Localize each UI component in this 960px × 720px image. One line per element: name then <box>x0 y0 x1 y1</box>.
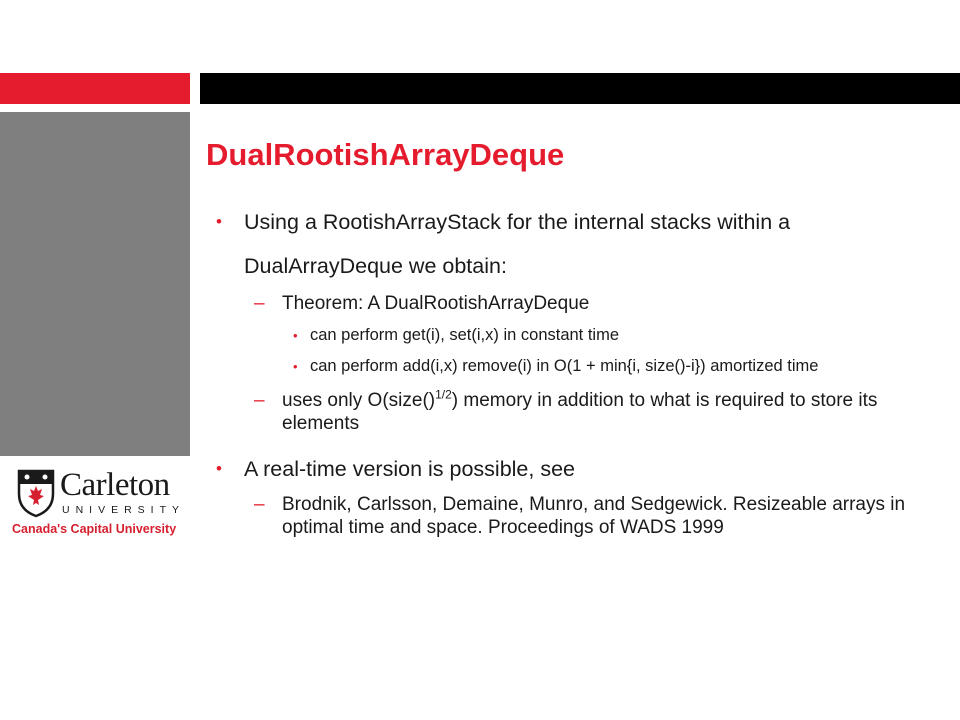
bullet-2-text: A real-time version is possible, see <box>244 457 576 481</box>
bullet-1-1-2 <box>216 356 946 377</box>
dash-icon: – <box>254 390 265 411</box>
logo-tagline: Canada's Capital University <box>12 522 177 536</box>
bullet-2-1 <box>216 493 946 539</box>
side-panel <box>0 112 190 456</box>
bullet-1-2-sup: 1/2 <box>435 387 452 402</box>
bullet-1-2-text-after: ) memory in addition to what is required to store its elements <box>282 390 878 434</box>
bullet-1-1 <box>216 292 946 315</box>
dash-icon: – <box>254 293 265 314</box>
bullet-1 <box>216 200 946 288</box>
bullet-2 <box>216 447 946 491</box>
slide-title: DualRootishArrayDeque <box>206 137 565 172</box>
header-band-red <box>0 73 190 104</box>
bullet-dot-icon: • <box>216 212 222 231</box>
slide-body <box>216 200 946 539</box>
bullet-1-2-text-before: uses only O(size() <box>282 390 436 411</box>
bullet-1-1-2-text: can perform add(i,x) remove(i) in O(1 + min{i, size()-i}) amortized time <box>310 357 819 375</box>
bullet-dot-icon: • <box>216 459 222 478</box>
logo-wordmark: Carleton <box>60 467 170 503</box>
bullet-1-text: Using a RootishArrayStack for the internal stacks within a DualArrayDeque we obtain: <box>244 210 791 278</box>
bullet-1-1-1-text: can perform get(i), set(i,x) in constant time <box>310 326 620 344</box>
bullet-1-1-1 <box>216 325 946 346</box>
bullet-2-1-text: Brodnik, Carlsson, Demaine, Munro, and Sedgewick. Resizeable arrays in optimal time and space. Proceedings of WADS 1999 <box>282 494 906 538</box>
bullet-dot-icon: • <box>293 328 298 343</box>
shield-crest-icon <box>16 468 56 518</box>
logo-university: UNIVERSITY <box>62 504 186 516</box>
dash-icon: – <box>254 494 265 515</box>
bullet-1-2 <box>216 389 946 435</box>
header-band-black <box>200 73 960 104</box>
carleton-logo <box>12 466 186 540</box>
bullet-1-1-text: Theorem: A DualRootishArrayDeque <box>282 293 590 314</box>
bullet-dot-icon: • <box>293 359 298 374</box>
